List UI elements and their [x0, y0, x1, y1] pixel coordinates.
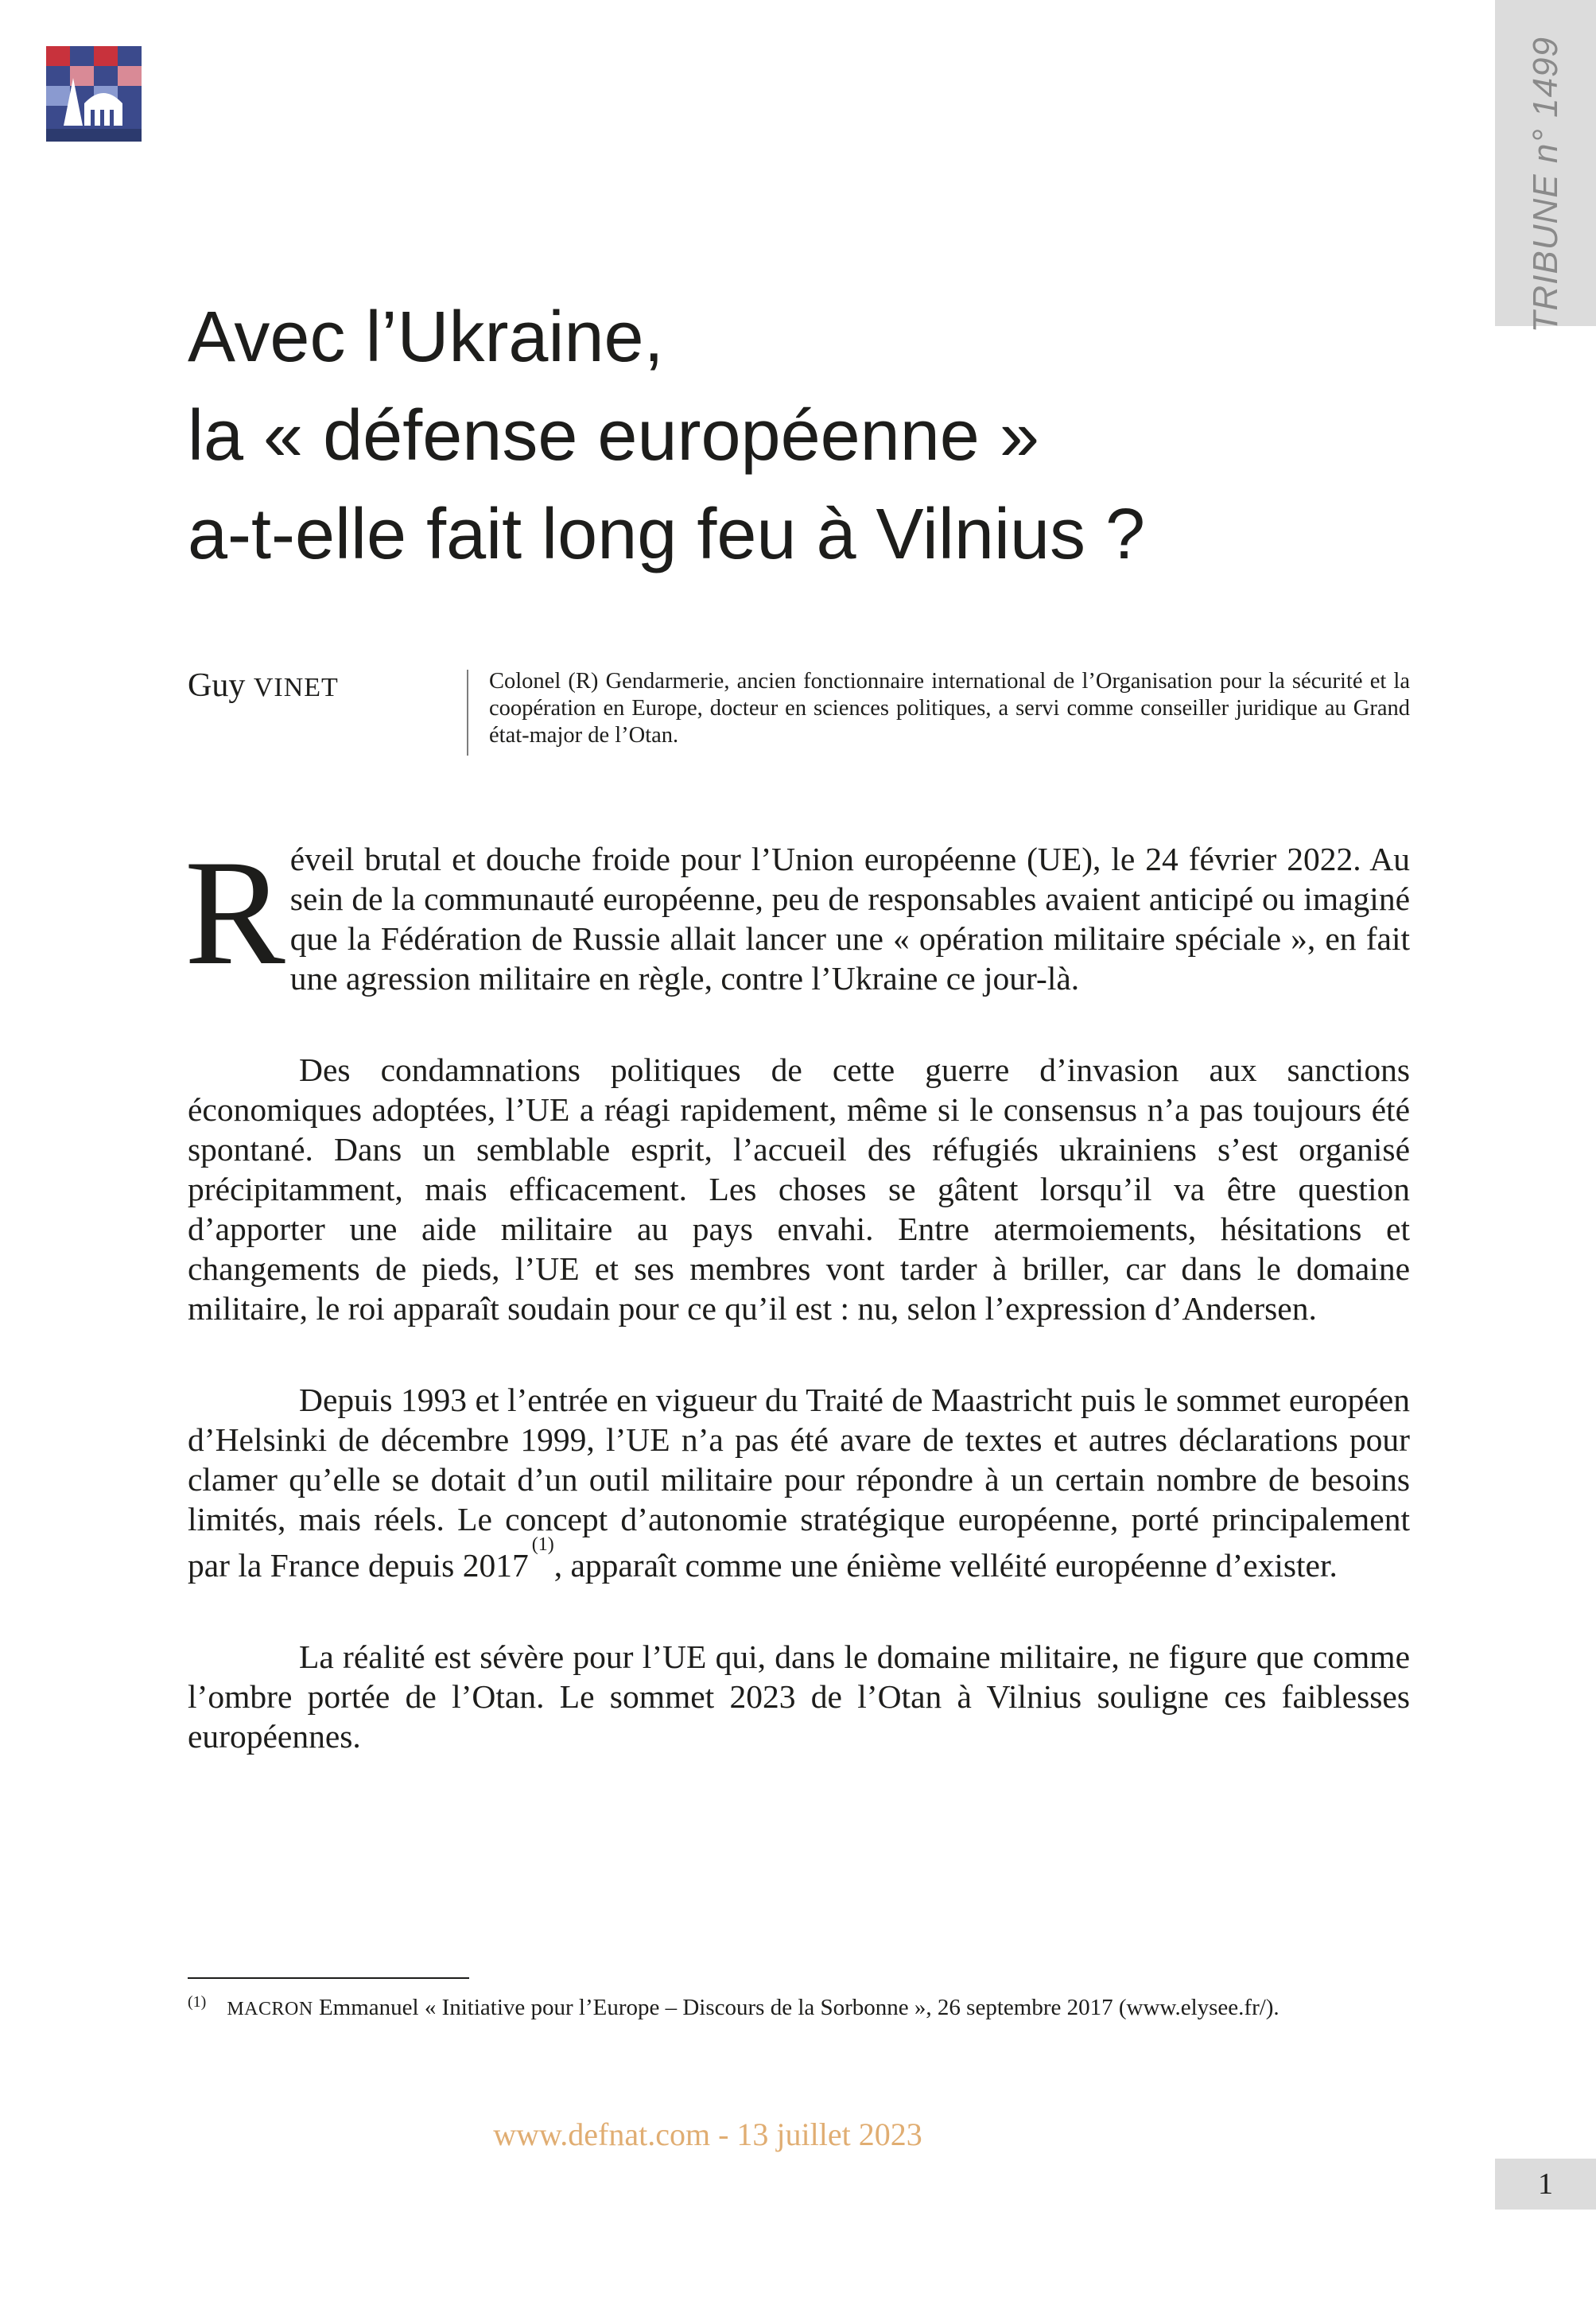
- footnote-reference[interactable]: (1): [531, 1534, 554, 1555]
- author-name: [188, 667, 339, 705]
- page-number: [1495, 2159, 1596, 2210]
- footnote-author: [227, 1999, 313, 2019]
- author-last-name: [254, 673, 339, 702]
- author-first-name: Guy: [188, 667, 246, 704]
- footnote-divider: [188, 1977, 469, 1979]
- footnote: [188, 1993, 1428, 2024]
- title-line: a-t-elle fait long feu à Vilnius ?: [188, 495, 1146, 574]
- page-number-text: 1: [1538, 2167, 1553, 2201]
- dropcap: R: [184, 830, 285, 997]
- logo: [46, 46, 142, 142]
- side-tab: [1495, 0, 1596, 333]
- footnote-author-text: MACRON: [227, 1999, 313, 2019]
- author-bio: Colonel (R) Gendarmerie, ancien fonctionnaire international de l’Organisation pour la sécurité et la coopération en Europe, docteur en sciences politiques, a servi comme conseiller juridique au Grand état-major de l’Otan.: [489, 669, 1410, 748]
- footnote-text: Emmanuel « Initiative pour l’Europe – Discours de la Sorbonne », 26 septembre 2017 (www.elysee.fr/).: [313, 1995, 1280, 2020]
- footnote-number: (1): [188, 1993, 207, 2011]
- paragraph-text: , apparaît comme une énième velléité européenne d’exister.: [553, 1546, 1338, 1584]
- paragraph: Des condamnations politiques de cette guerre d’invasion aux sanctions économiques adoptées, l’UE a réagi rapidement, même si le consensus n’a pas toujours été spontané. Dans un semblable esprit, l’accueil des réfugiés ukrainiens s’est organisé précipitamment, mais efficacement. Les choses se gâtent lorsqu’il va être question d’apporter une aide militaire au pays envahi. Entre atermoiements, hésitations et changements de pieds, l’UE et ses membres vont tarder à briller, car dans le domaine militaire, le roi apparaît soudain pour ce qu’il est : nu, selon l’expression d’Andersen.: [188, 1051, 1410, 1327]
- footer-url-date[interactable]: www.defnat.com - 13 juillet 2023: [493, 2116, 922, 2152]
- paragraph-text: éveil brutal et douche froide pour l’Union européenne (UE), le 24 février 2022. Au sein de la communauté européenne, peu de responsables avaient anticipé ou imaginé que la Fédération de Russie allait lancer une « opération militaire spéciale », en fait une agression militaire en règle, contre l’Ukraine ce jour-là.: [289, 841, 1410, 997]
- article-body: [184, 830, 1410, 1756]
- article-title: [188, 288, 1380, 584]
- paragraph: [188, 1380, 1410, 1585]
- title-line: la « défense européenne »: [188, 396, 1039, 476]
- author-divider: [467, 670, 468, 756]
- paragraph: La réalité est sévère pour l’UE qui, dans le domaine militaire, ne figure que comme l’ombre portée de l’Otan. Le sommet 2023 de l’Otan à Vilnius souligne ces faiblesses européennes.: [188, 1638, 1410, 1755]
- paragraph: [184, 830, 1410, 998]
- paragraph-text: Depuis 1993 et l’entrée en vigueur du Traité de Maastricht puis le sommet européen d’Helsinki de décembre 1999, l’UE n’a pas été avare de textes et autres déclarations pour clamer qu’elle se dotait d’un outil militaire pour répondre à un certain nombre de besoins limités, mais réels. Le concept d’autonomie stratégique européenne, porté principalement par la France depuis 2017: [188, 1382, 1410, 1584]
- tribune-number-label: TRIBUNE n° 1499: [1525, 37, 1565, 333]
- title-line: Avec l’Ukraine,: [188, 297, 664, 377]
- author-last-name-text: VINET: [253, 673, 339, 702]
- logo-emblem-icon: [46, 46, 142, 142]
